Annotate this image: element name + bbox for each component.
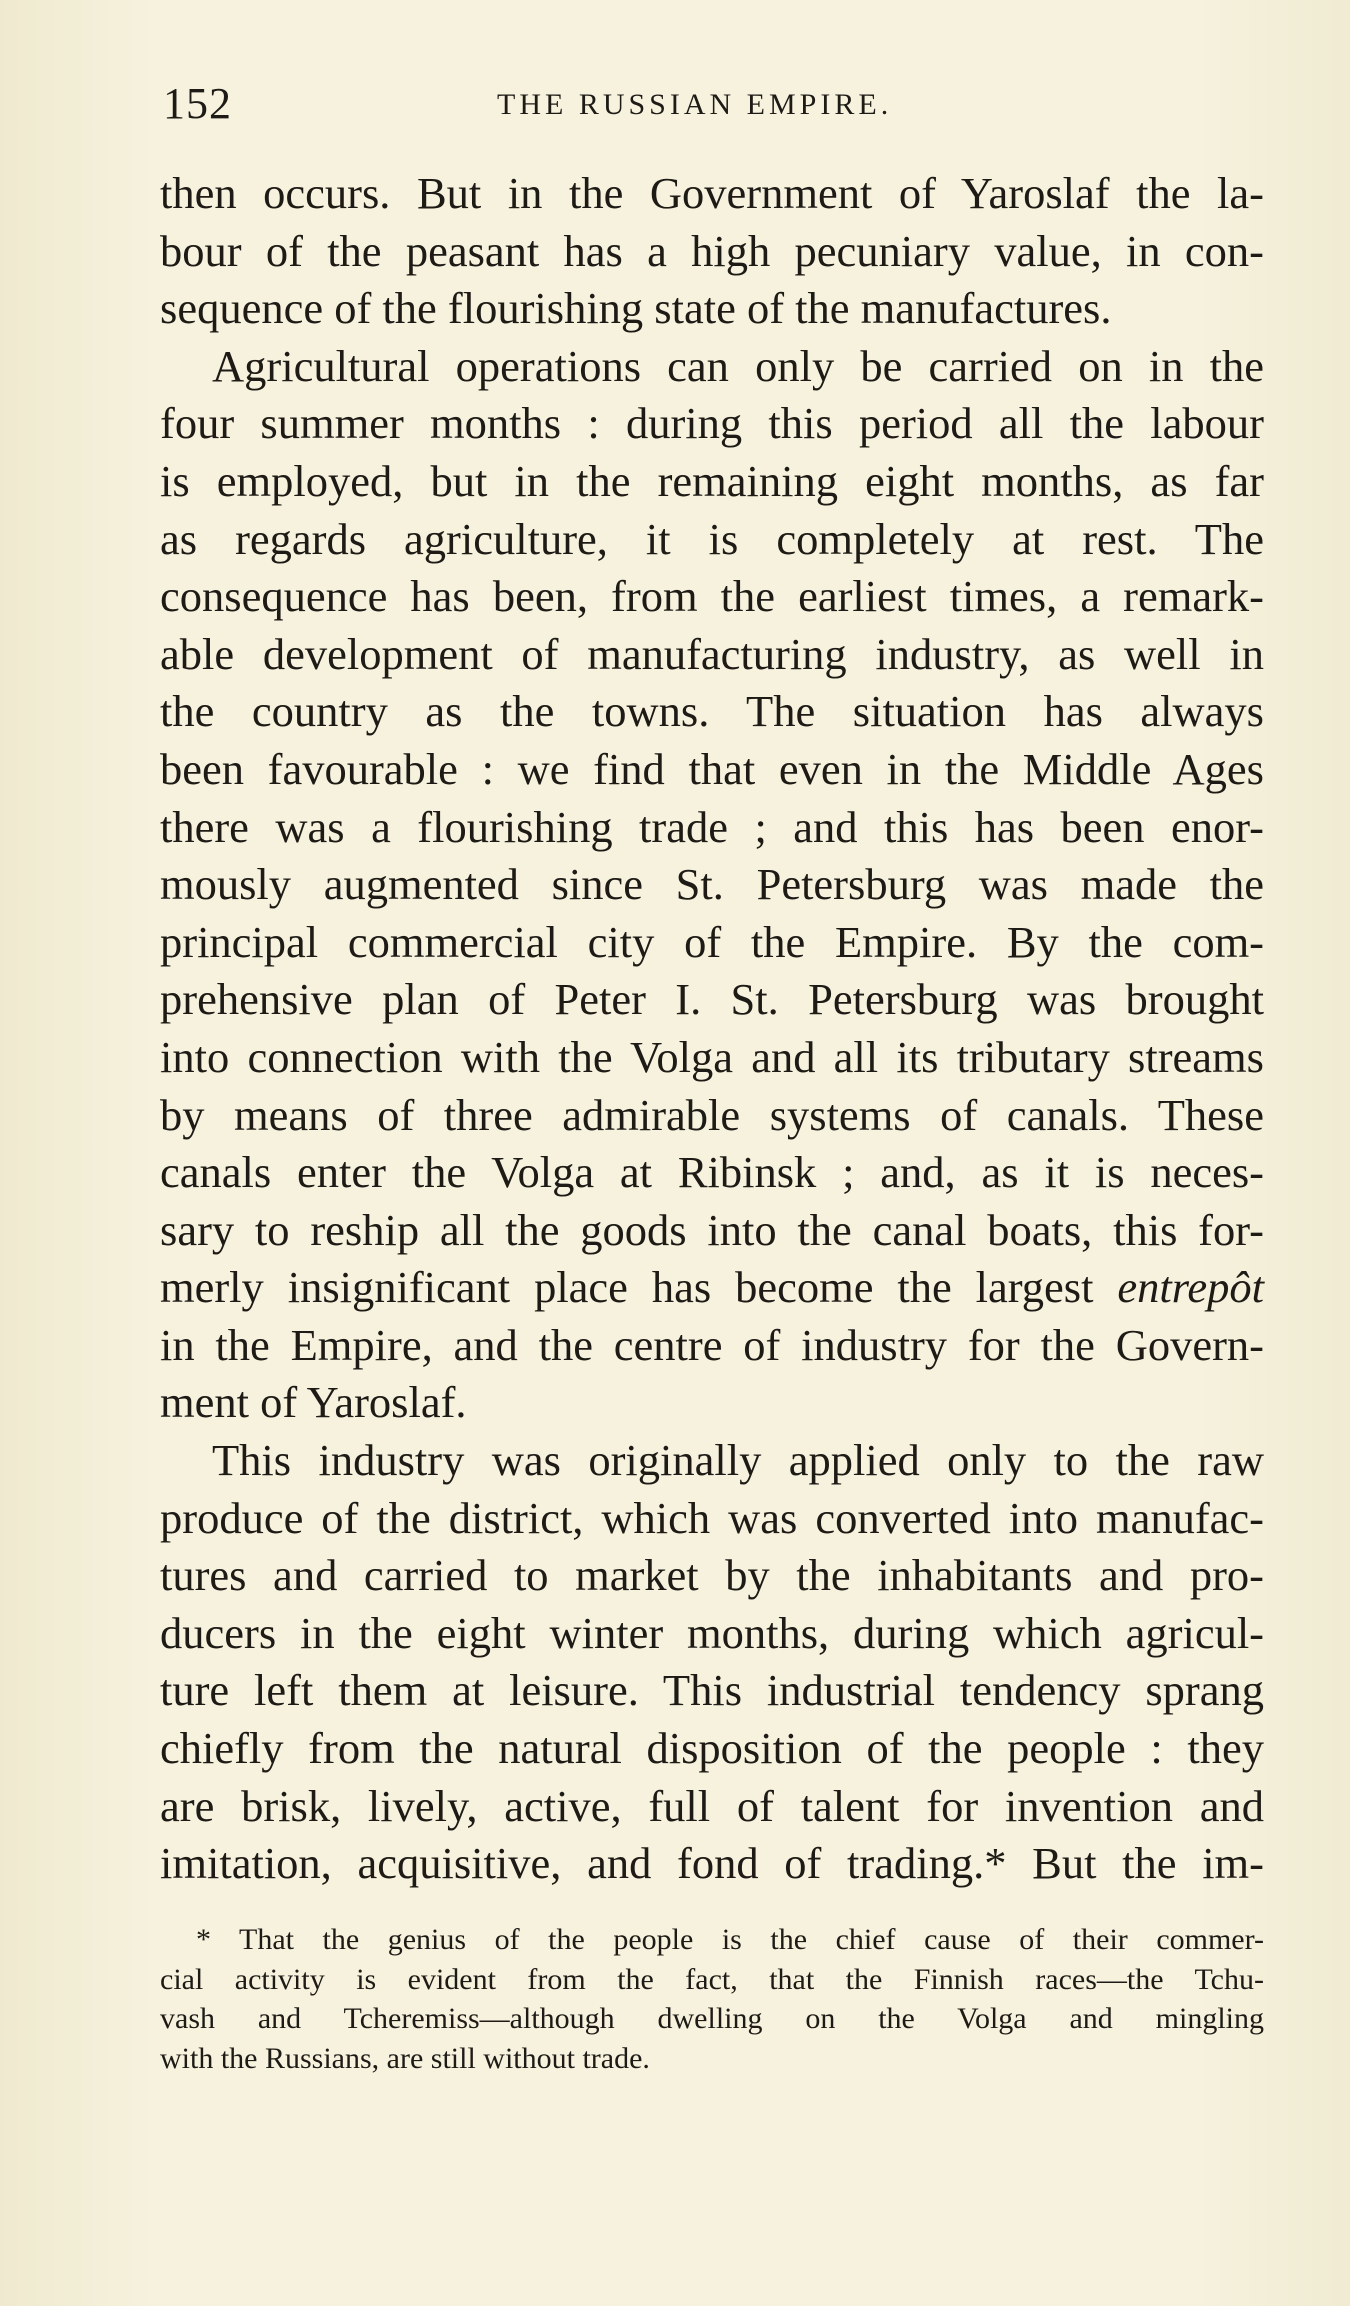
footnote-line: * That the genius of the people is the chief cause of their commer- xyxy=(196,1923,1264,1956)
text-line: produce of the district, which was converted into manufac- xyxy=(160,1492,1264,1543)
text-line: prehensive plan of Peter I. St. Petersburg was brought xyxy=(160,974,1264,1025)
text-segment: merly insignificant place has become the largest xyxy=(160,1262,1118,1313)
text-line: are brisk, lively, active, full of talent for invention and xyxy=(160,1780,1264,1831)
text-line: is employed, but in the remaining eight months, as far xyxy=(160,455,1264,506)
text-line: been favourable : we find that even in the Middle Ages xyxy=(160,743,1264,794)
text-line: there was a flourishing trade ; and this has been enor- xyxy=(160,801,1264,852)
footnote-line: vash and Tcheremiss—although dwelling on the Volga and mingling xyxy=(160,2002,1264,2036)
text-line: ducers in the eight winter months, during which agricul- xyxy=(160,1607,1264,1658)
text-line: ture left them at leisure. This industrial tendency sprang xyxy=(160,1665,1264,1716)
footnote-line: with the Russians, are still without trade. xyxy=(160,2042,650,2076)
text-line: mously augmented since St. Petersburg was made the xyxy=(160,859,1264,910)
text-line: able development of manufacturing industry, as well in xyxy=(160,628,1264,679)
text-line: consequence has been, from the earliest times, a remark- xyxy=(160,571,1264,622)
page-number: 152 xyxy=(163,79,232,128)
page-header xyxy=(160,78,1270,138)
text-line: by means of three admirable systems of canals. These xyxy=(160,1089,1264,1140)
text-line: as regards agriculture, it is completely at rest. The xyxy=(160,513,1264,564)
text-line: chiefly from the natural disposition of the people : they xyxy=(160,1723,1264,1774)
footnote xyxy=(160,1920,1264,2079)
text-line: This industry was originally applied only to the raw xyxy=(212,1435,1264,1486)
text-line: Agricultural operations can only be carried on in the xyxy=(212,340,1264,391)
running-head: THE RUSSIAN EMPIRE. xyxy=(497,88,893,121)
footnote-line: cial activity is evident from the fact, that the Finnish races—the Tchu- xyxy=(160,1962,1264,1996)
text-line: sequence of the flourishing state of the manufactures. xyxy=(160,283,1112,334)
text-line: into connection with the Volga and all its tributary streams xyxy=(160,1031,1264,1082)
text-line: ment of Yaroslaf. xyxy=(160,1377,467,1428)
body-text xyxy=(160,165,1264,1893)
text-line: sary to reship all the goods into the canal boats, this for- xyxy=(160,1204,1264,1255)
text-line: four summer months : during this period all the labour xyxy=(160,398,1264,449)
text-line: canals enter the Volga at Ribinsk ; and, as it is neces- xyxy=(160,1147,1264,1198)
text-line: bour of the peasant has a high pecuniary value, in con- xyxy=(160,225,1264,276)
text-line: principal commercial city of the Empire. By the com- xyxy=(160,916,1264,967)
italic-word: entrepôt xyxy=(1117,1262,1264,1313)
text-line: imitation, acquisitive, and fond of trading.* But the im- xyxy=(160,1838,1264,1889)
text-line-with-italic xyxy=(160,1259,1264,1317)
text-line: in the Empire, and the centre of industry for the Govern- xyxy=(160,1319,1264,1370)
text-line: then occurs. But in the Government of Yaroslaf the la- xyxy=(160,168,1264,218)
text-line: tures and carried to market by the inhabitants and pro- xyxy=(160,1550,1264,1601)
text-line: the country as the towns. The situation has always xyxy=(160,686,1264,737)
